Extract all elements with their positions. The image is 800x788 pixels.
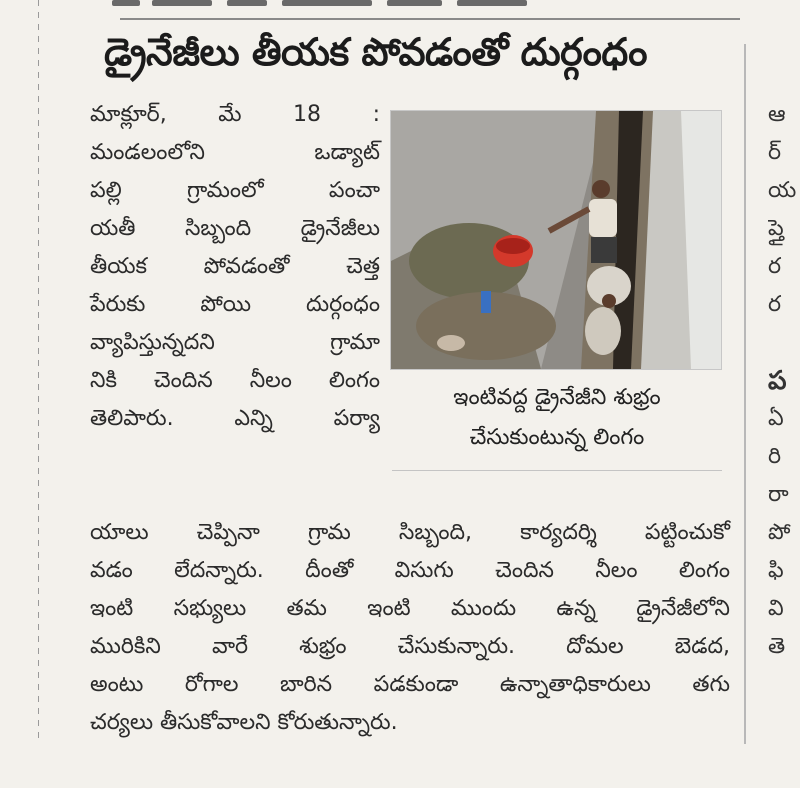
body-line: యతీ సిబ్బంది డ్రైనేజీలు (90, 216, 380, 241)
fragment-line: య (768, 178, 797, 203)
body-line: తెలిపారు. ఎన్ని పర్యా (90, 406, 380, 431)
fragment-heading: ప (768, 366, 787, 396)
body-line: చర్యలు తీసుకోవాలని కోరుతున్నారు. (90, 710, 398, 735)
caption-underline (392, 470, 722, 471)
photo-caption-line: చేసుకుంటున్న లింగం (469, 425, 645, 450)
adjacent-article-fragment (768, 96, 800, 666)
fragment-line (768, 324, 800, 362)
fragment-line: ర (768, 254, 782, 279)
photo-caption (392, 378, 722, 458)
body-line: వడం లేదన్నారు. దీంతో విసుగు చెందిన నీలం లింగం (90, 558, 730, 583)
left-column-border (38, 0, 39, 740)
photo-caption-line: ఇంటివద్ద డ్రైనేజీని శుభ్రం (453, 385, 661, 410)
body-line: నికి చెందిన నీలం లింగం (90, 368, 380, 393)
body-line: ఇంటి సభ్యులు తమ ఇంటి ముందు ఉన్న డ్రైనేజీలోని (90, 596, 730, 621)
fragment-line: ర్ (768, 140, 782, 165)
article-body-left-column (90, 96, 380, 438)
fragment-line: ప్తై (768, 216, 784, 241)
body-line: తీయక పోవడంతో చెత్త (90, 254, 380, 279)
fragment-line: రి (768, 444, 782, 469)
fragment-line: తె (768, 634, 786, 659)
fragment-line: రా (768, 482, 789, 507)
headline: డ్రైనేజీలు తీయక పోవడంతో దుర్గంధం (104, 30, 648, 74)
article-body-full-width (90, 514, 730, 742)
fragment-line: ఫి (768, 558, 784, 583)
body-line: వ్యాపిస్తున్నదని గ్రామా (90, 330, 380, 355)
body-line: యాలు చెప్పినా గ్రామ సిబ్బంది, కార్యదర్శి పట్టించుకో (90, 520, 730, 545)
fragment-line: వి (768, 596, 784, 621)
drain-cleaning-photo (391, 111, 721, 369)
body-line: పల్లి గ్రామంలో పంచా (90, 178, 380, 203)
article-top-rule (120, 18, 740, 20)
body-line: మండలంలోని ఒడ్యాట్ (90, 140, 380, 165)
body-line: అంటు రోగాల బారిన పడకుండా ఉన్నాతాధికారులు తగు (90, 672, 730, 697)
body-line: పేరుకు పోయి దుర్గంధం (90, 292, 380, 317)
body-line: మురికిని వారే శుభ్రం చేసుకున్నారు. దోమల బెడద, (90, 634, 730, 659)
body-line: మాక్లూర్, మే 18 : (90, 102, 380, 127)
previous-article-text-fragment (112, 0, 532, 8)
fragment-line: ర (768, 292, 782, 317)
news-photo (390, 110, 722, 370)
fragment-line: ఏ (768, 406, 784, 431)
fragment-line: ఆ (768, 102, 786, 127)
column-divider (744, 44, 746, 744)
fragment-line: పో (768, 520, 791, 545)
